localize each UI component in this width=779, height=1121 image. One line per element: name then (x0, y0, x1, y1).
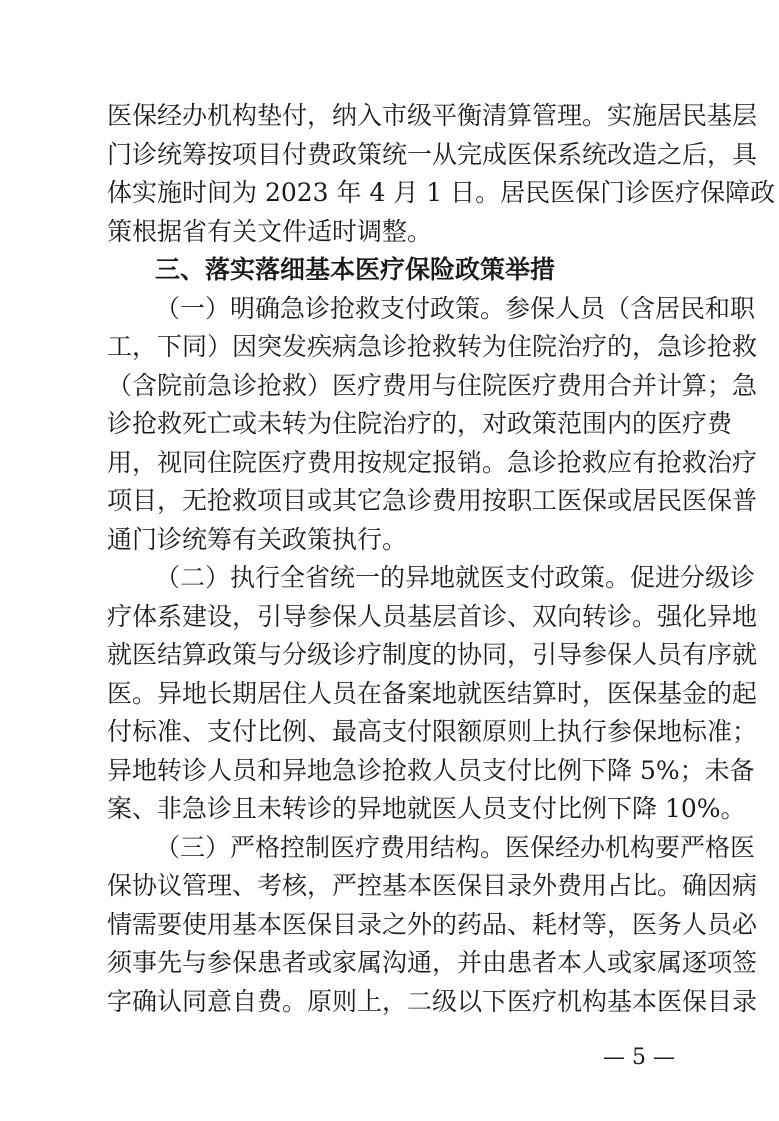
body-text-line: 疗体系建设，引导参保人员基层首诊、双向转诊。强化异地 (107, 602, 758, 631)
body-text-line: 案、非急诊且未转诊的异地就医人员支付比例下降 10%。 (107, 794, 746, 823)
body-text-line: 字确认同意自费。原则上，二级以下医疗机构基本医保目录 (107, 987, 758, 1016)
body-text-line: 用，视同住院医疗费用按规定报销。急诊抢救应有抢救治疗 (107, 448, 758, 477)
body-text-line: 门诊统筹按项目付费政策统一从完成医保系统改造之后，具 (107, 140, 758, 169)
body-text-line: （一）明确急诊抢救支付政策。参保人员（含居民和职 (155, 294, 756, 323)
page-number: — 5 — (603, 1045, 675, 1070)
body-text-line: 医。异地长期居住人员在备案地就医结算时，医保基金的起 (107, 679, 758, 708)
body-text-line: （三）严格控制医疗费用结构。医保经办机构要严格医 (155, 833, 756, 862)
body-text-line: 项目，无抢救项目或其它急诊费用按职工医保或居民医保普 (107, 486, 758, 515)
body-text-line: （含院前急诊抢救）医疗费用与住院医疗费用合并计算；急 (107, 371, 758, 400)
body-text-line: 诊抢救死亡或未转为住院治疗的，对政策范围内的医疗费 (107, 409, 733, 438)
body-text-line: 工，下同）因突发疾病急诊抢救转为住院治疗的，急诊抢救 (107, 332, 758, 361)
body-text-line: 须事先与参保患者或家属沟通，并由患者本人或家属逐项签 (107, 948, 758, 977)
body-text-line: 就医结算政策与分级诊疗制度的协同，引导参保人员有序就 (107, 640, 758, 669)
body-text-line: 保协议管理、考核，严控基本医保目录外费用占比。确因病 (107, 871, 758, 900)
body-text-line: （二）执行全省统一的异地就医支付政策。促进分级诊 (155, 563, 756, 592)
body-text-line: 医保经办机构垫付，纳入市级平衡清算管理。实施居民基层 (107, 101, 758, 130)
body-text-line: 通门诊统筹有关政策执行。 (107, 525, 408, 554)
body-text-line: 情需要使用基本医保目录之外的药品、耗材等，医务人员必 (107, 910, 758, 939)
section-heading: 三、落实落细基本医疗保险政策举措 (155, 255, 556, 284)
body-text-line: 体实施时间为 2023 年 4 月 1 日。居民医保门诊医疗保障政 (107, 178, 776, 207)
body-text-line: 策根据省有关文件适时调整。 (107, 217, 433, 246)
body-text-line: 异地转诊人员和异地急诊抢救人员支付比例下降 5%；未备 (107, 756, 755, 785)
body-text-line: 付标准、支付比例、最高支付限额原则上执行参保地标准； (107, 717, 758, 746)
